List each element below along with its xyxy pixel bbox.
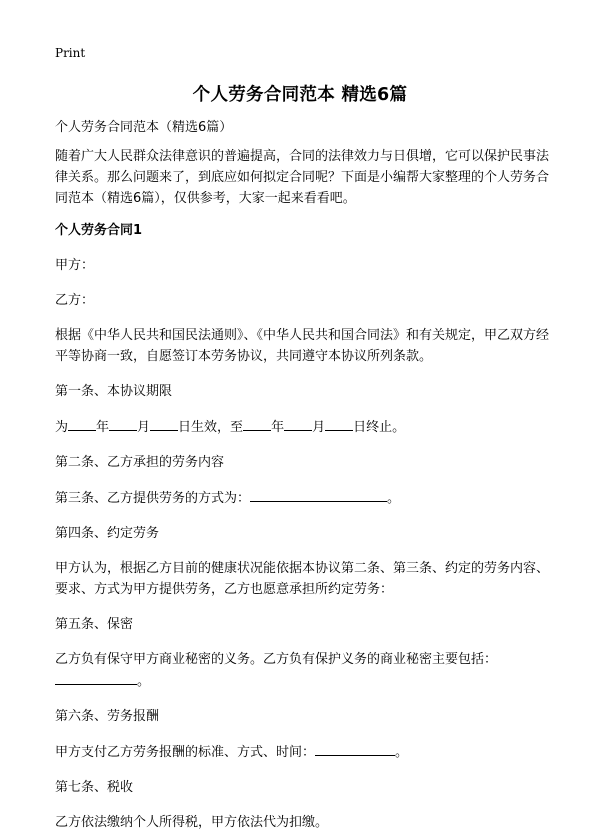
article-3-line (55, 487, 555, 509)
article-7-body: 乙方依法缴纳个人所得税，甲方依法代为扣缴。 (55, 815, 329, 830)
end-day-blank (325, 416, 353, 431)
article-4-body: 甲方认为，根据乙方目前的健康状况能依据本协议第二条、第三条、约定的劳务内容、要求、方式为甲方提供劳务，乙方也愿意承担所约定劳务： (55, 561, 550, 597)
period-prefix: 为 (55, 420, 69, 435)
article-5-text: 乙方负有保守甲方商业秘密的义务。乙方负有保护义务的商业秘密主要包括： (55, 652, 498, 667)
service-method-blank (250, 487, 387, 502)
document-title: 个人劳务合同范本 精选6篇 (192, 85, 408, 105)
article-5-title: 第五条、保密 (55, 617, 134, 632)
article-7-title: 第七条、税收 (55, 780, 134, 795)
contract-heading: 个人劳务合同1 (55, 223, 143, 238)
payment-blank (315, 741, 395, 756)
article-4-title: 第四条、约定劳务 (55, 526, 160, 541)
article-5-end: 。 (137, 674, 151, 689)
article-3-end: 。 (387, 491, 401, 506)
article-1-title: 第一条、本协议期限 (55, 384, 173, 399)
intro-paragraph: 随着广大人民群众法律意识的普遍提高，合同的法律效力与日俱增，它可以保护民事法律关系。那么问题来了，到底应如何拟定合同呢？下面是小编帮大家整理的个人劳务合同范本（精选6篇），仅供参考，大家一起来看看吧。 (55, 149, 550, 206)
period-year-2: 年 (271, 420, 285, 435)
document-body (55, 117, 555, 833)
start-year-blank (68, 416, 96, 431)
start-month-blank (109, 416, 137, 431)
party-b-line: 乙方： (55, 293, 95, 308)
article-6-line (55, 741, 555, 763)
trade-secret-blank (55, 670, 137, 685)
article-6-title: 第六条、劳务报酬 (55, 709, 160, 724)
print-label[interactable]: Print (55, 46, 86, 60)
article-3-text: 第三条、乙方提供劳务的方式为： (55, 491, 251, 506)
article-6-end: 。 (395, 745, 409, 760)
period-line (55, 416, 555, 438)
article-2-title: 第二条、乙方承担的劳务内容 (55, 455, 225, 470)
party-a-line: 甲方： (55, 258, 95, 273)
start-day-blank (150, 416, 178, 431)
period-year-1: 年 (96, 420, 110, 435)
period-day-2: 日终止。 (353, 420, 406, 435)
period-month-2: 月 (312, 420, 326, 435)
end-year-blank (243, 416, 271, 431)
period-day-1: 日生效，至 (178, 420, 244, 435)
article-5-body (55, 649, 555, 692)
period-month-1: 月 (137, 420, 151, 435)
document-subtitle: 个人劳务合同范本（精选6篇） (55, 120, 233, 135)
article-6-text: 甲方支付乙方劳务报酬的标准、方式、时间： (55, 745, 316, 760)
end-month-blank (284, 416, 312, 431)
basis-paragraph: 根据《中华人民共和国民法通则》、《中华人民共和国合同法》和有关规定，甲乙双方经平等协商一致，自愿签订本劳务协议，共同遵守本协议所列条款。 (55, 328, 550, 364)
